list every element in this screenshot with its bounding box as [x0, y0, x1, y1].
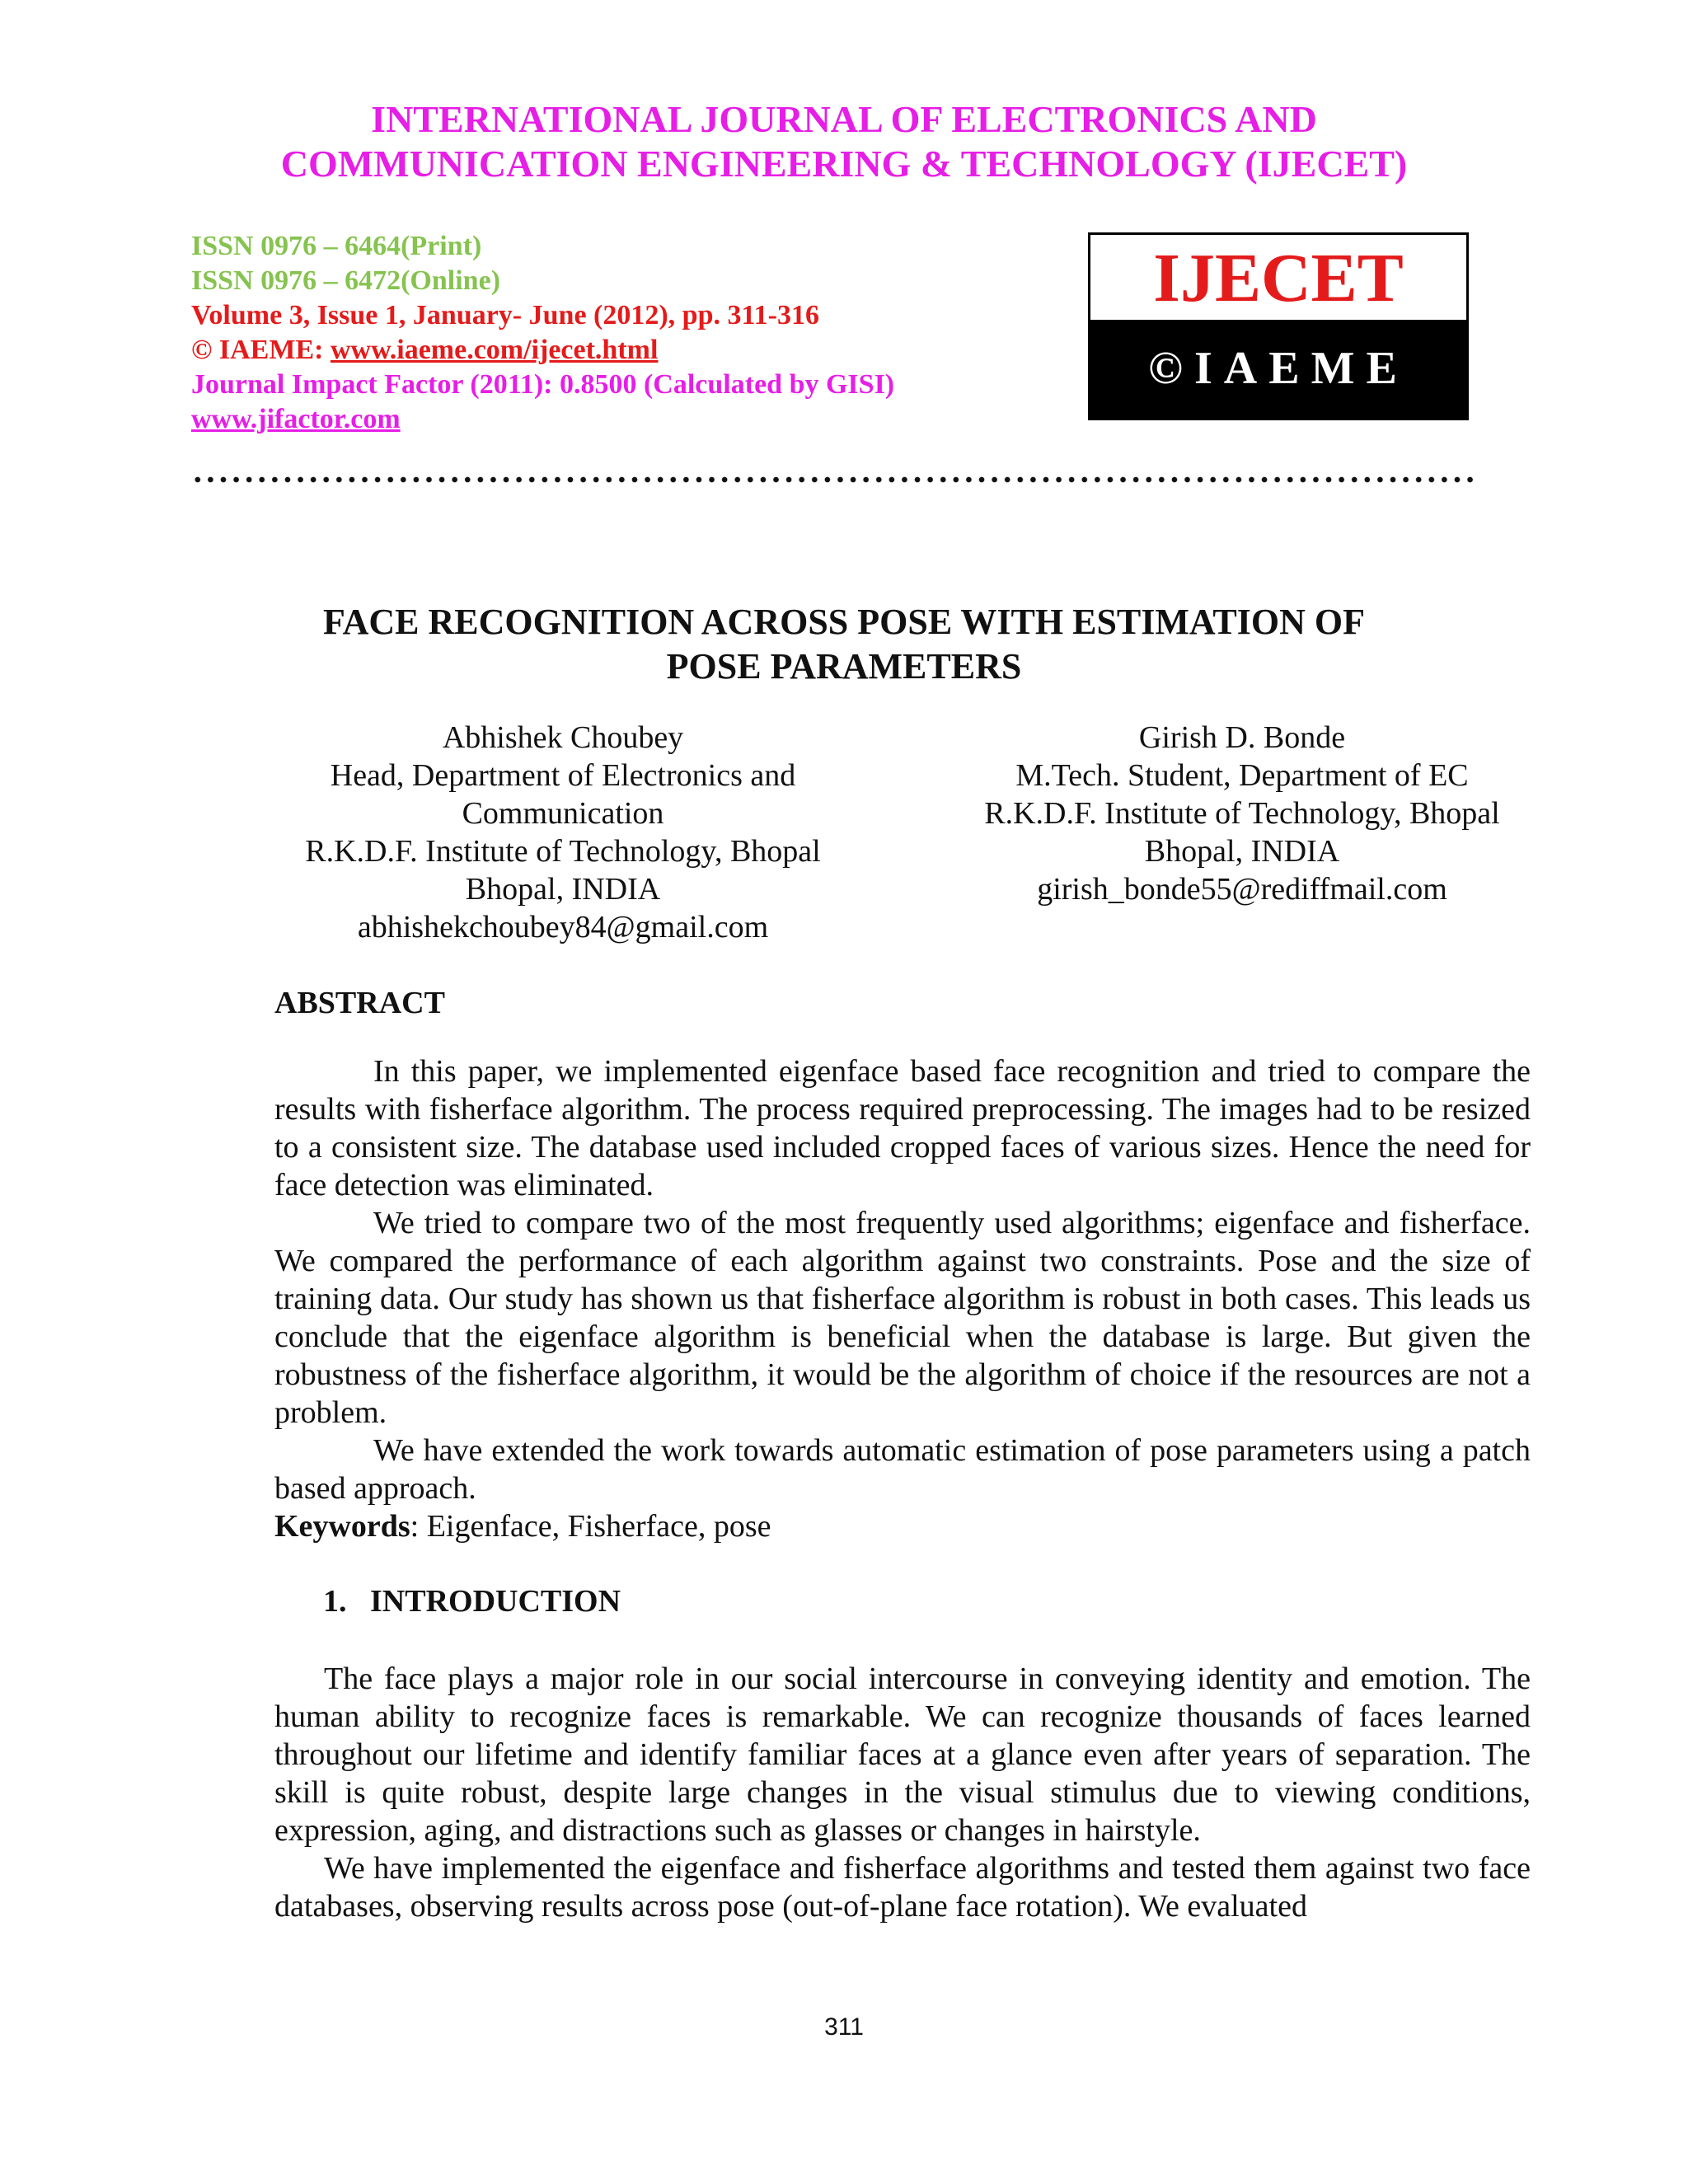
impact-factor: Journal Impact Factor (2011): 0.8500 (Calculated by GISI)	[191, 369, 895, 400]
author-2-affiliation: M.Tech. Student, Department of EC	[1015, 758, 1469, 793]
issn-online-text: ISSN 0976 – 6472(Online	[191, 265, 491, 296]
page-number: 311	[824, 2013, 864, 2041]
author-block-1	[233, 719, 893, 946]
journal-logo	[1088, 232, 1469, 420]
author-2-email: girish_bonde55@rediffmail.com	[1037, 872, 1447, 907]
abstract-body	[274, 1052, 1531, 1545]
intro-paragraph: We have implemented the eigenface and fisherface algorithms and tested them against two face databases, observing results across pose (out-of-plane face rotation). We evaluated	[274, 1851, 1531, 1924]
section-heading-introduction: 1. INTRODUCTION	[323, 1584, 621, 1619]
author-1-affiliation: Communication	[462, 796, 664, 831]
author-1-name: Abhishek Choubey	[442, 720, 684, 755]
introduction-body	[274, 1660, 1531, 1925]
paper-title	[0, 600, 1688, 689]
keywords-text: : Eigenface, Fisherface, pose	[410, 1509, 771, 1544]
author-1-email: abhishekchoubey84@gmail.com	[357, 910, 769, 944]
paper-title-line-1: FACE RECOGNITION ACROSS POSE WITH ESTIMATION OF	[322, 602, 1365, 642]
author-1-affiliation: Head, Department of Electronics and	[330, 758, 796, 793]
abstract-paragraph: We have extended the work towards automatic estimation of pose parameters using a patch based approach.	[274, 1433, 1531, 1506]
publication-info	[191, 229, 894, 437]
jifactor-link[interactable]: www.jifactor.com	[191, 404, 401, 434]
logo-ijecet-text: IJECET	[1153, 240, 1404, 316]
author-1-institute: R.K.D.F. Institute of Technology, Bhopal	[305, 834, 821, 869]
copyright-prefix: © IAEME:	[191, 335, 331, 365]
abstract-paragraph: We tried to compare two of the most frequently used algorithms; eigenface and fisherface. We compared the performance of each algorithm against two constraints. Pose and the size of training data. Our study has shown us that fisherface algorithm is robust in both cases. This leads us conclude that the eigenface algorithm is beneficial when the database is large. But given the robustness of the fisherface algorithm, it would be the algorithm of choice if the resources are not a problem.	[274, 1206, 1531, 1430]
abstract-heading: ABSTRACT	[274, 986, 445, 1020]
author-1-location: Bhopal, INDIA	[465, 872, 661, 907]
author-2-institute: R.K.D.F. Institute of Technology, Bhopal	[984, 796, 1500, 831]
author-2-name: Girish D. Bonde	[1138, 720, 1346, 755]
dotted-divider	[191, 476, 1477, 483]
issn-online	[191, 264, 894, 298]
paper-title-line-2: POSE PARAMETERS	[666, 646, 1022, 687]
issn-online-close: )	[490, 265, 501, 296]
keywords-label: Keywords	[274, 1509, 410, 1544]
journal-title	[0, 97, 1688, 186]
keywords-line	[274, 1507, 1531, 1545]
abstract-paragraph: In this paper, we implemented eigenface based face recognition and tried to compare the results with fisherface algorithm. The process required preprocessing. The images had to be resized to a consistent size. The database used included cropped faces of various sizes. Hence the need for face detection was eliminated.	[274, 1054, 1531, 1202]
journal-website-link[interactable]: www.iaeme.com/ijecet.html	[330, 335, 659, 365]
journal-title-line-2: COMMUNICATION ENGINEERING & TECHNOLOGY (IJECET)	[280, 143, 1408, 185]
issn-print: ISSN 0976 – 6464(Print)	[191, 231, 482, 261]
copyright-line	[191, 333, 894, 368]
logo-iaeme-text: ©IAEME	[1090, 320, 1466, 418]
journal-title-line-1: INTERNATIONAL JOURNAL OF ELECTRONICS AND	[371, 98, 1317, 140]
intro-paragraph: The face plays a major role in our social intercourse in conveying identity and emotion. The human ability to recognize faces is remarkable. We can recognize thousands of faces learned throughout our lifetime and identify familiar faces at a glance even after years of separation. The skill is quite robust, despite large changes in the visual stimulus due to viewing conditions, expression, aging, and distractions such as glasses or changes in hairstyle.	[274, 1661, 1531, 1848]
author-2-location: Bhopal, INDIA	[1144, 834, 1340, 869]
author-block-2	[912, 719, 1572, 908]
volume-info: Volume 3, Issue 1, January- June (2012), pp. 311-316	[191, 300, 819, 330]
